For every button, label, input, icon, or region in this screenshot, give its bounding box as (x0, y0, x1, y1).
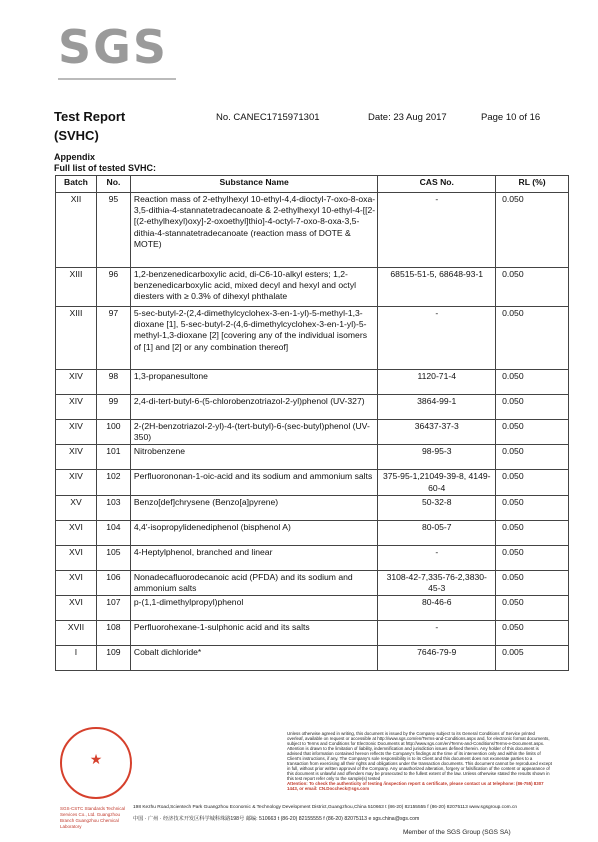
cell-no: 101 (96, 445, 130, 470)
report-number: No. CANEC1715971301 (216, 112, 320, 123)
cell-no: 109 (96, 646, 130, 671)
cell-cas-no: 7646-79-9 (378, 646, 496, 671)
member-of-sgs: Member of the SGS Group (SGS SA) (403, 829, 511, 836)
report-date: Date: 23 Aug 2017 (368, 112, 447, 123)
table-row (56, 545, 569, 570)
cell-cas-no: 80-46-6 (378, 596, 496, 621)
cell-batch: XIV (56, 445, 97, 470)
table-row (56, 646, 569, 671)
cell-no: 102 (96, 470, 130, 495)
cell-substance-name: 4,4'-isopropylidenediphenol (bisphenol A) (130, 520, 378, 545)
col-no: No. (96, 176, 130, 193)
cell-no: 98 (96, 370, 130, 395)
disclaimer-text: Unless otherwise agreed in writing, this document is issued by the Company subject to its General Conditions of Service printed overleaf, available on request or accessible at http://www.sgs.com/en/Terms-and-Conditions.aspx and, for electronic format documents, subject to Terms and Conditions for Electronic Documents at http://www.sgs.com/en/Terms-and-Conditions/Terms-e-Document.aspx. Attention is drawn to the limitation of liability, indemnification and jurisdiction issues defined therein. Any holder of this document is advised that information contained hereon reflects the Company's findings at the time of its intervention only and within the limits of Client's instructions, if any. The Company's sole responsibility is to its Client and this document does not exonerate parties to a transaction from exercising all their rights and obligations under the transaction documents. This document cannot be reproduced except in full, without prior written approval of the Company. Any unauthorized alteration, forgery or falsification of the content or appearance of this document is unlawful and offenders may be prosecuted to the fullest extent of the law. Unless otherwise stated the results shown in this test report refer only to the sample(s) tested (287, 731, 552, 781)
cell-batch: XV (56, 495, 97, 520)
cell-cas-no: 1120-71-4 (378, 370, 496, 395)
cell-batch: XIII (56, 268, 97, 307)
table-header-row (56, 176, 569, 193)
cell-batch: XIII (56, 307, 97, 370)
cell-batch: XVI (56, 545, 97, 570)
cell-no: 96 (96, 268, 130, 307)
cell-substance-name: 5-sec-butyl-2-(2,4-dimethylcyclohex-3-en-1-yl)-5-methyl-1,3-dioxane [1], 5-sec-butyl-2-(4,6-dimethylcyclohex-3-en-1-yl)-5-methyl-1,3-dioxane [2] [covering any of the individual isomers of [1] and [2] or any combination thereof] (130, 307, 378, 370)
cell-no: 107 (96, 596, 130, 621)
cell-batch: XVII (56, 621, 97, 646)
cell-rl: 0.050 (496, 470, 569, 495)
logo-text: SGS (58, 20, 169, 74)
page-number: Page 10 of 16 (481, 112, 541, 123)
cell-rl: 0.050 (496, 307, 569, 370)
cell-cas-no: 3108-42-7,335-76-2,3830-45-3 (378, 570, 496, 595)
cell-substance-name: Perfluorononan-1-oic-acid and its sodium and ammonium salts (130, 470, 378, 495)
table-row (56, 268, 569, 307)
cell-substance-name: Benzo[def]chrysene (Benzo[a]pyrene) (130, 495, 378, 520)
table-row (56, 596, 569, 621)
cell-rl: 0.050 (496, 621, 569, 646)
cell-substance-name: 1,3-propanesultone (130, 370, 378, 395)
cell-rl: 0.050 (496, 445, 569, 470)
cell-cas-no: 3864-99-1 (378, 395, 496, 420)
table-row (56, 570, 569, 595)
cell-no: 103 (96, 495, 130, 520)
table-row (56, 395, 569, 420)
cell-batch: XVI (56, 596, 97, 621)
cell-cas-no: - (378, 307, 496, 370)
cell-substance-name: Perfluorohexane-1-sulphonic acid and its salts (130, 621, 378, 646)
cell-substance-name: 2-(2H-benzotriazol-2-yl)-4-(tert-butyl)-6-(sec-butyl)phenol (UV-350) (130, 420, 378, 445)
cell-no: 95 (96, 193, 130, 268)
footer-disclaimer (287, 731, 552, 791)
list-title: Full list of tested SVHC: (54, 163, 157, 173)
cell-substance-name: 2,4-di-tert-butyl-6-(5-chlorobenzotriazol-2-yl)phenol (UV-327) (130, 395, 378, 420)
cell-substance-name: Nonadecafluorodecanoic acid (PFDA) and its sodium and ammonium salts (130, 570, 378, 595)
col-substance-name: Substance Name (130, 176, 378, 193)
col-batch: Batch (56, 176, 97, 193)
cell-batch: XIV (56, 395, 97, 420)
cell-batch: XIV (56, 370, 97, 395)
cell-cas-no: 98-95-3 (378, 445, 496, 470)
cell-substance-name: Reaction mass of 2-ethylhexyl 10-ethyl-4,4-dioctyl-7-oxo-8-oxa-3,5-dithia-4-stannatetradecanoate & 2-ethylhexyl 10-ethyl-4-[[2-[(2-ethylhexyl)oxy]-2-oxoethyl]thio]-4-octyl-7-oxo-8-oxa-3,5-dithia-4-stannatetradecanoate (reaction mass of DOTE & MOTE) (130, 193, 378, 268)
cell-cas-no: 80-05-7 (378, 520, 496, 545)
cell-no: 108 (96, 621, 130, 646)
cell-cas-no: 50-32-8 (378, 495, 496, 520)
table-row (56, 420, 569, 445)
cell-rl: 0.050 (496, 268, 569, 307)
table-row (56, 495, 569, 520)
cell-batch: XVI (56, 520, 97, 545)
cell-rl: 0.050 (496, 570, 569, 595)
cell-rl: 0.050 (496, 520, 569, 545)
cell-no: 99 (96, 395, 130, 420)
cell-batch: XIV (56, 420, 97, 445)
cell-substance-name: 1,2-benzenedicarboxylic acid, di-C6-10-alkyl esters; 1,2-benzenedicarboxylic acid, mixed decyl and hexyl and octyl diesters with ≥ 0.3% of dihexyl phthalate (130, 268, 378, 307)
report-title: Test Report (54, 109, 126, 124)
sgs-logo (58, 20, 176, 80)
cell-substance-name: p-(1,1-dimethylpropyl)phenol (130, 596, 378, 621)
attention-text: Attention: To check the authenticity of testing /inspection report & certificate, please contact us at telephone: (86-755) 8307 1443, or email: CN.Doccheck@sgs.com (287, 781, 544, 791)
report-subtitle: (SVHC) (54, 128, 99, 143)
cell-no: 97 (96, 307, 130, 370)
cell-cas-no: - (378, 193, 496, 268)
cell-no: 106 (96, 570, 130, 595)
cell-substance-name: 4-Heptylphenol, branched and linear (130, 545, 378, 570)
table-row (56, 445, 569, 470)
table-row (56, 621, 569, 646)
cell-batch: XIV (56, 470, 97, 495)
cell-batch: I (56, 646, 97, 671)
logo-underline (58, 78, 176, 80)
cell-cas-no: - (378, 621, 496, 646)
cell-batch: XII (56, 193, 97, 268)
cell-cas-no: - (378, 545, 496, 570)
table-row (56, 193, 569, 268)
table-row (56, 307, 569, 370)
cell-no: 100 (96, 420, 130, 445)
table-row (56, 370, 569, 395)
cell-rl: 0.050 (496, 420, 569, 445)
cell-substance-name: Cobalt dichloride* (130, 646, 378, 671)
cell-cas-no: 68515-51-5, 68648-93-1 (378, 268, 496, 307)
address-english: 198 Kezhu Road,Scientech Park Guangzhou Economic & Technology Development District,Guangzhou,China 510663 t (86-20) 82155555 f (86-20) 82075113 www.sgsgroup.com.cn (133, 805, 518, 810)
cell-rl: 0.050 (496, 596, 569, 621)
cell-rl: 0.050 (496, 545, 569, 570)
seal-caption: SGS-CSTC Standards Technical Services Co., Ltd. Guangzhou Branch Guangzhou Chemical Laboratory (60, 806, 125, 829)
table-row (56, 520, 569, 545)
cell-rl: 0.050 (496, 495, 569, 520)
cell-no: 104 (96, 520, 130, 545)
svhc-table (55, 175, 569, 671)
cell-rl: 0.005 (496, 646, 569, 671)
cell-no: 105 (96, 545, 130, 570)
table-row (56, 470, 569, 495)
cell-rl: 0.050 (496, 370, 569, 395)
address-chinese: 中国 · 广州 · 经济技术开发区科学城科珠路198号 邮编: 510663 t (86-20) 82155555 f (86-20) 82075113 e sgs.china@sgs.com (133, 816, 420, 822)
cell-rl: 0.050 (496, 395, 569, 420)
cell-batch: XVI (56, 570, 97, 595)
appendix-label: Appendix (54, 152, 96, 162)
cell-cas-no: 375-95-1,21049-39-8, 4149-60-4 (378, 470, 496, 495)
cell-substance-name: Nitrobenzene (130, 445, 378, 470)
col-cas-no: CAS No. (378, 176, 496, 193)
cell-rl: 0.050 (496, 193, 569, 268)
cell-cas-no: 36437-37-3 (378, 420, 496, 445)
seal-star-icon: ★ (89, 751, 103, 767)
inspection-seal (60, 727, 132, 799)
col-rl: RL (%) (496, 176, 569, 193)
